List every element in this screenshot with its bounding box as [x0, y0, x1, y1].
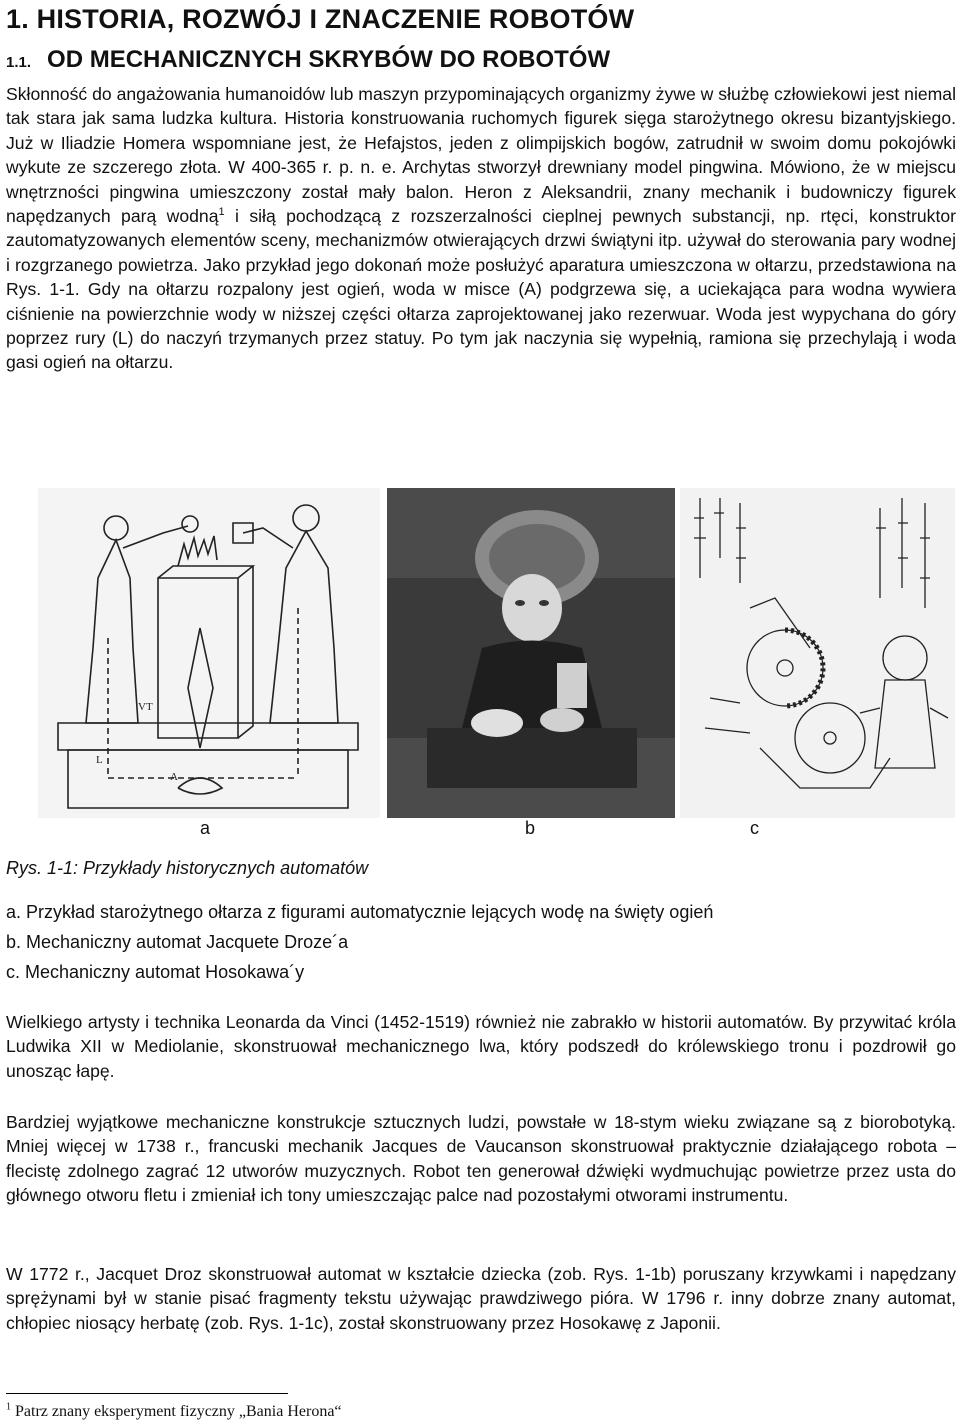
figure-label-a: a [200, 818, 211, 838]
section-title: OD MECHANICZNYCH SKRYBÓW DO ROBOTÓW [47, 46, 611, 73]
footnote-ref[interactable]: 1 [218, 206, 225, 219]
figure-image-a-altar [38, 488, 380, 818]
figure-item-c: c. Mechaniczny automat Hosokawa´y [6, 962, 305, 982]
figure-image-b-automaton [387, 488, 675, 818]
figure-image-c-tea-automaton [680, 488, 955, 818]
figure-label-c: c [750, 818, 759, 838]
figure-a-letter: L [96, 754, 103, 766]
footnote-separator [6, 1393, 288, 1394]
figure-item-b: b. Mechaniczny automat Jacquete Droze´a [6, 932, 349, 952]
paragraph-intro [6, 82, 956, 375]
paragraph-intro-part1: Skłonność do angażowania humanoidów lub maszyn przypominających organizmy żywe w służbę człowiekowi jest niemal tak stara jak sama ludzka kultura. Historia konstruowania ruchomych figurek sięga starożytnego okresu bizantyjskiego. Już w Iliadzie Homera wspomniane jest, że Hefajstos, jeden z olimpijskich bogów, zatrudnił w swoim domu pokojówki wykute ze szczerego złota. W 400-365 r. p. n. e. Archytas stworzył drewniany model pingwina. Mówiono, że w miejscu wnętrzności pingwina umieszczony został mały balon. Heron z Aleksandrii, znany mechanik i budowniczy figurek napędzanych parą wodną [6, 84, 956, 227]
figure-a-letter: A [170, 771, 178, 783]
paragraph-droz: W 1772 r., Jacquet Droz skonstruował automat w kształcie dziecka (zob. Rys. 1-1b) poruszany krzywkami i napędzany sprężynami był w stanie pisać fragmenty tekstu używając prawdziwego pióra. W 1796 r. inny dobrze znany automat, chłopiec niosący herbatę (zob. Rys. 1-1c), został skonstruowany przez Hosokawę z Japonii. [6, 1264, 956, 1333]
paragraph-leonardo: Wielkiego artysty i technika Leonarda da Vinci (1452-1519) również nie zabrakło w historii automatów. By przywitać króla Ludwika XII w Mediolanie, skonstruował mechanicznego lwa, który podszedł do królewskiego tronu i pozdrowił go unosząc łapę. [6, 1012, 956, 1081]
figure-item-a: a. Przykład starożytnego ołtarza z figurami automatycznie lejących wodę na święty ogień [6, 902, 714, 922]
figure-caption: Rys. 1-1: Przykłady historycznych automatów [6, 858, 369, 878]
paragraph-intro-part2: i siłą pochodzącą z rozszerzalności cieplnej pewnych substancji, np. rtęci, konstruktor zautomatyzowanych elementów sceny, mechanizmów otwierających drzwi świątyni itp. używał do sterowania pary wodnej i rozgrzanego powietrza. Jako przykład jego dokonań może posłużyć aparatura umieszczona w ołtarzu, przedstawiona na Rys. 1-1. Gdy na ołtarzu rozpalony jest ogień, woda w misce (A) podgrzewa się, a uciekająca para wodna wywiera ciśnienie na powierzchnie wody w niższej części ołtarza zaprojektowanej jako rezerwuar. Woda jest wypychana do góry poprzez rury (L) do naczyń trzymanych przez statuy. Po tym jak naczynia się wypełnią, ramiona się przechylają i woda gasi ogień na ołtarzu. [6, 206, 956, 373]
footnote [6, 1403, 342, 1421]
section-heading [6, 46, 610, 74]
paragraph-vaucanson: Bardziej wyjątkowe mechaniczne konstrukcje sztucznych ludzi, powstałe w 18-stym wieku związane są z biorobotyką. Mniej więcej w 1738 r., francuski mechanik Jacques de Vaucanson skonstruował praktycznie działającego robota – flecistę zdolnego zagrać 12 utworów muzycznych. Robot ten generował dźwięki wydmuchując powietrze przez usta do głównego otworu fletu i zmieniał ich tony umieszczając palce nad pozostałymi otworami instrumentu. [6, 1112, 956, 1206]
section-number: 1.1. [6, 54, 32, 71]
footnote-marker: 1 [6, 1401, 11, 1413]
figure-label-b: b [525, 818, 536, 838]
footnote-text: Patrz znany eksperyment fizyczny „Bania Herona“ [11, 1403, 342, 1420]
figure-a-letter: VT [138, 701, 153, 713]
chapter-heading: 1. HISTORIA, ROZWÓJ I ZNACZENIE ROBOTÓW [6, 4, 635, 34]
